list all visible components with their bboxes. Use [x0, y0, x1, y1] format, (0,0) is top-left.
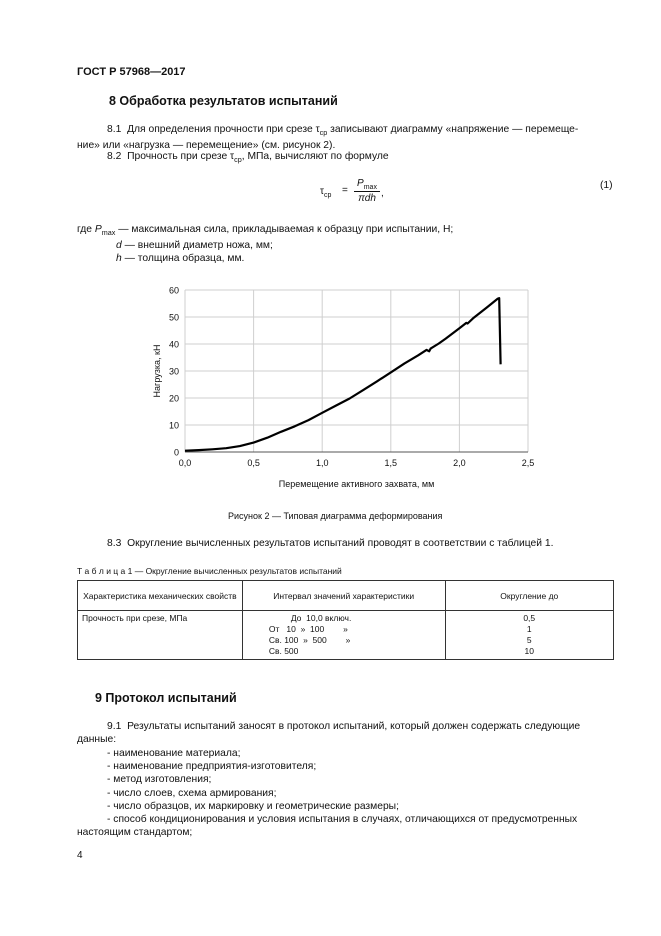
paragraph-8-2 [107, 150, 389, 166]
list-item-6a: - способ кондиционирования и условия испытания в случаях, отличающихся от предусмотренных [107, 814, 578, 825]
legend-p-sub: max [101, 228, 116, 238]
list-item: - наименование материала; [107, 748, 241, 759]
legend-d-symbol: d [116, 240, 122, 252]
x-tick-label: 0,0 [178, 458, 192, 468]
p91-text-b: данные: [77, 734, 117, 745]
legend-d-text: — внешний диаметр ножа, мм; [121, 240, 273, 252]
formula-equals: = [342, 185, 348, 196]
p91-text-a: Результаты испытаний заносят в протокол испытаний, который должен содержать следующие [127, 721, 581, 732]
formula-number: (1) [600, 180, 613, 191]
y-tick-label: 30 [168, 366, 179, 377]
legend-h-symbol: h [116, 253, 122, 265]
interval-3: Св. 100 » 500 » [268, 635, 351, 645]
formula-tau: τ [320, 186, 324, 197]
x-axis-label: Перемещение активного захвата, мм [278, 479, 435, 489]
x-tick-label: 2,5 [521, 458, 535, 468]
p82-number: 8.2 [107, 151, 122, 162]
formula-numerator: P [357, 178, 364, 189]
interval-2: От 10 » 100 » [268, 624, 348, 634]
formula-numerator-sub: max [363, 184, 377, 191]
fraction-bar [354, 191, 380, 192]
y-tick-label: 20 [168, 393, 179, 404]
p83-number: 8.3 [107, 538, 122, 549]
figure-2-caption: Рисунок 2 — Типовая диаграмма деформирования [228, 511, 443, 521]
load-curve-line [185, 298, 501, 451]
list-item: - наименование предприятия-изготовителя; [107, 761, 317, 773]
formula-legend [77, 223, 453, 265]
table-header-interval: Интервал значений характеристики [242, 581, 445, 611]
formula-tau-sub: ср [323, 192, 332, 199]
p81-text-c: ние» или «нагрузка — перемещение» (см. рисунок 2). [77, 140, 336, 152]
table-header-rounding: Округление до [445, 581, 614, 611]
rounding-4: 10 [524, 646, 534, 656]
tau-subscript: ср [319, 128, 328, 138]
list-item: - метод изготовления; [107, 774, 212, 786]
x-tick-label: 1,0 [315, 458, 329, 468]
table-header-property: Характеристика механических свойств [78, 581, 243, 611]
x-tick-label: 2,0 [453, 458, 466, 468]
y-tick-label: 50 [168, 312, 179, 323]
protocol-item-6 [77, 813, 614, 839]
rounding-table [77, 580, 614, 660]
page-number: 4 [77, 850, 83, 861]
formula-comma: , [381, 188, 384, 199]
legend-p-symbol: P [94, 224, 102, 235]
legend-p-text: — максимальная сила, прикладываемая к образцу при испытании, Н; [115, 224, 454, 235]
tau-symbol: τ [230, 151, 235, 162]
table-cell-property: Прочность при срезе, МПа [78, 611, 243, 660]
paragraph-9-1 [77, 720, 614, 746]
table-cell-intervals [242, 611, 445, 660]
standard-designation: ГОСТ Р 57968—2017 [77, 66, 186, 78]
protocol-items-list [107, 747, 399, 813]
interval-4: Св. 500 [268, 646, 299, 656]
p82-text-a: Прочность при срезе [127, 151, 231, 162]
table-row [78, 611, 614, 660]
p81-text-a: Для определения прочности при срезе [127, 124, 316, 135]
table-cell-rounding [445, 611, 614, 660]
section-9-heading: 9 Протокол испытаний [95, 691, 237, 705]
paragraph-8-3 [107, 538, 553, 549]
y-tick-label: 40 [168, 339, 179, 350]
list-item: - число образцов, их маркировку и геометрические размеры; [107, 800, 399, 812]
y-tick-label: 10 [168, 420, 179, 431]
shear-strength-formula [320, 178, 384, 208]
p81-text-b: записывают диаграмму «напряжение — перемеще- [327, 124, 579, 135]
deformation-chart [150, 282, 540, 497]
formula-denominator: πdh [358, 193, 376, 204]
legend-h-text: — толщина образца, мм. [121, 253, 245, 265]
x-tick-label: 0,5 [247, 458, 260, 468]
interval-1: До 10,0 включ. [290, 613, 352, 623]
p83-text: Округление вычисленных результатов испытаний проводят в соответствии с таблицей 1. [127, 538, 554, 549]
table-header-row [78, 581, 614, 611]
rounding-3: 5 [526, 635, 532, 645]
section-8-heading: 8 Обработка результатов испытаний [109, 94, 338, 108]
y-tick-label: 0 [173, 447, 179, 458]
list-item: - число слоев, схема армирования; [107, 787, 277, 799]
rounding-1: 0,5 [523, 613, 536, 623]
p82-text-b: , МПа, вычисляют по формуле [241, 151, 389, 162]
p81-number: 8.1 [107, 124, 122, 135]
x-tick-label: 1,5 [384, 458, 398, 468]
p91-number: 9.1 [107, 721, 122, 732]
paragraph-8-1 [77, 123, 614, 152]
legend-where: где [77, 224, 95, 235]
rounding-2: 1 [526, 624, 532, 634]
tau-subscript: ср [234, 155, 242, 165]
y-tick-label: 60 [168, 285, 179, 296]
tau-symbol: τ [315, 124, 320, 135]
list-item-6b: настоящим стандартом; [77, 827, 193, 839]
table-1-caption: Т а б л и ц а 1 — Округление вычисленных результатов испытаний [77, 566, 342, 576]
y-axis-label: Нагрузка, кН [152, 344, 162, 398]
